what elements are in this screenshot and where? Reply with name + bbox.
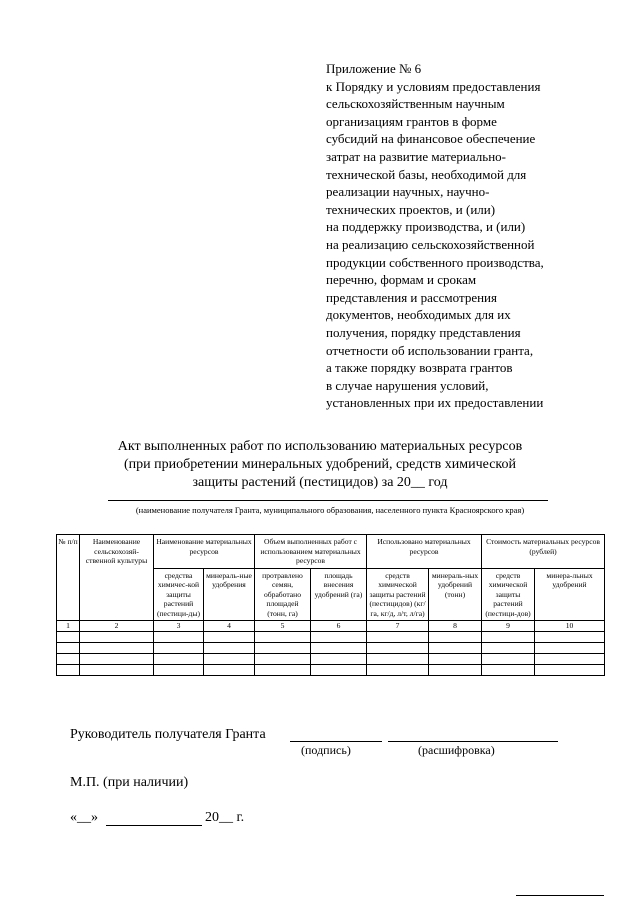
appendix-line: документов, необходимых для их (326, 307, 511, 323)
table-cell[interactable] (429, 665, 482, 676)
header-work-volume: Объем выполненных работ с использованием материальных ресурсов (255, 535, 367, 569)
table-cell[interactable] (57, 643, 80, 654)
table-cell[interactable] (367, 654, 429, 665)
header-crop: Наименование сельскохозяй-ственной культуры (80, 535, 154, 621)
subheader-volume-seeds: протравлено семян, обработано площадей (тонн, га) (255, 568, 311, 621)
subheader-cost-chemicals: средств химической защиты растений (пестици-дов) (482, 568, 535, 621)
appendix-line: организациям грантов в форме (326, 113, 497, 129)
signature-fill-line (290, 741, 382, 742)
appendix-line: затрат на развитие материально- (326, 148, 506, 164)
table-row (57, 654, 605, 665)
recipient-fill-line (108, 500, 548, 501)
column-number: 7 (367, 621, 429, 632)
table-cell[interactable] (204, 643, 255, 654)
table-cell[interactable] (367, 665, 429, 676)
table-cell[interactable] (429, 643, 482, 654)
column-number: 10 (535, 621, 605, 632)
appendix-line: отчетности об использовании гранта, (326, 342, 534, 358)
column-number: 8 (429, 621, 482, 632)
column-number: 1 (57, 621, 80, 632)
subheader-names-fertilizers: минераль-ные удобрения (204, 568, 255, 621)
table-row (57, 632, 605, 643)
table-cell[interactable] (535, 665, 605, 676)
appendix-line: в случае нарушения условий, (326, 377, 489, 393)
table-cell[interactable] (204, 632, 255, 643)
table-cell[interactable] (57, 665, 80, 676)
column-number-row (57, 621, 605, 632)
table-cell[interactable] (204, 654, 255, 665)
table-cell[interactable] (429, 654, 482, 665)
table-cell[interactable] (255, 632, 311, 643)
table-cell[interactable] (154, 654, 204, 665)
table-cell[interactable] (255, 643, 311, 654)
stamp-label: М.П. (при наличии) (70, 775, 189, 790)
table-cell[interactable] (154, 665, 204, 676)
appendix-line: на поддержку производства, и (или) (326, 219, 526, 235)
column-number: 9 (482, 621, 535, 632)
appendix-line: а также порядку возврата грантов (326, 360, 513, 376)
appendix-line: технических проектов, и (или) (326, 201, 496, 217)
appendix-line: сельскохозяйственным научным (326, 96, 505, 112)
table-cell[interactable] (255, 665, 311, 676)
date-day: «__» (70, 810, 98, 825)
header-no: № п/п (57, 535, 80, 621)
appendix-line: к Порядку и условиям предоставления (326, 78, 541, 94)
header-resource-names: Наименование материальных ресурсов (154, 535, 255, 569)
appendix-line: перечню, формам и срокам (326, 272, 477, 288)
appendix-line: установленных при их предоставлении (326, 395, 544, 411)
table-cell[interactable] (57, 654, 80, 665)
recipient-caption: (наименование получателя Гранта, муниципального образования, населенного пункта Красноярского края) (135, 505, 525, 515)
table-cell[interactable] (535, 632, 605, 643)
header-resource-cost: Стоимость материальных ресурсов (рублей) (482, 535, 605, 569)
table-cell[interactable] (80, 643, 154, 654)
table-cell[interactable] (154, 643, 204, 654)
appendix-line: продукции собственного производства, (326, 254, 544, 270)
appendix-line: на реализацию сельскохозяйственной (326, 236, 535, 252)
table-cell[interactable] (482, 632, 535, 643)
table-cell[interactable] (57, 632, 80, 643)
table-row (57, 643, 605, 654)
table-cell[interactable] (535, 643, 605, 654)
column-number: 2 (80, 621, 154, 632)
table-cell[interactable] (367, 632, 429, 643)
signature-caption: (подпись) (301, 743, 351, 757)
column-number: 4 (204, 621, 255, 632)
appendix-line: технической базы, необходимой для (326, 166, 527, 182)
table-cell[interactable] (482, 665, 535, 676)
table-cell[interactable] (311, 654, 367, 665)
signature-label: Руководитель получателя Гранта (70, 727, 266, 742)
subheader-used-fertilizers: минераль-ных удобрений (тонн) (429, 568, 482, 621)
footer-divider (516, 895, 604, 896)
date-year: 20__ г. (205, 810, 245, 825)
table-cell[interactable] (482, 654, 535, 665)
column-number: 5 (255, 621, 311, 632)
resources-table (56, 534, 605, 676)
table-cell[interactable] (429, 632, 482, 643)
table-cell[interactable] (311, 665, 367, 676)
table-cell[interactable] (311, 643, 367, 654)
subheader-volume-area: площадь внесения удобрений (га) (311, 568, 367, 621)
table-cell[interactable] (367, 643, 429, 654)
table-cell[interactable] (311, 632, 367, 643)
table-cell[interactable] (80, 665, 154, 676)
table-cell[interactable] (255, 654, 311, 665)
header-used-resources: Использовано материальных ресурсов (367, 535, 482, 569)
act-title-line: Акт выполненных работ по использованию материальных ресурсов (117, 439, 523, 454)
table-cell[interactable] (154, 632, 204, 643)
subheader-cost-fertilizers: минера-льных удобрений (535, 568, 605, 621)
table-row (57, 665, 605, 676)
table-cell[interactable] (80, 632, 154, 643)
date-month-fill-line (106, 825, 202, 826)
subheader-names-chemicals: средства химичес-кой защиты растений (пестици-ды) (154, 568, 204, 621)
table-cell[interactable] (482, 643, 535, 654)
table-cell[interactable] (535, 654, 605, 665)
decode-caption: (расшифровка) (418, 743, 495, 757)
subheader-used-chemicals: средств химической защиты растений (пестицидов) (кг/га, кг/д, л/т, л/га) (367, 568, 429, 621)
appendix-line: реализации научных, научно- (326, 184, 490, 200)
column-number: 3 (154, 621, 204, 632)
act-title-line: защиты растений (пестицидов) за 20__ год (192, 475, 448, 490)
appendix-block (326, 60, 626, 412)
act-title (60, 438, 580, 492)
table-cell[interactable] (204, 665, 255, 676)
table-cell[interactable] (80, 654, 154, 665)
appendix-line: получения, порядку представления (326, 324, 521, 340)
appendix-line: представления и рассмотрения (326, 289, 497, 305)
appendix-line: Приложение № 6 (326, 61, 422, 76)
act-title-line: (при приобретении минеральных удобрений, средств химической (123, 457, 517, 472)
appendix-line: субсидий на финансовое обеспечение (326, 131, 536, 147)
column-number: 6 (311, 621, 367, 632)
decode-fill-line (388, 741, 558, 742)
